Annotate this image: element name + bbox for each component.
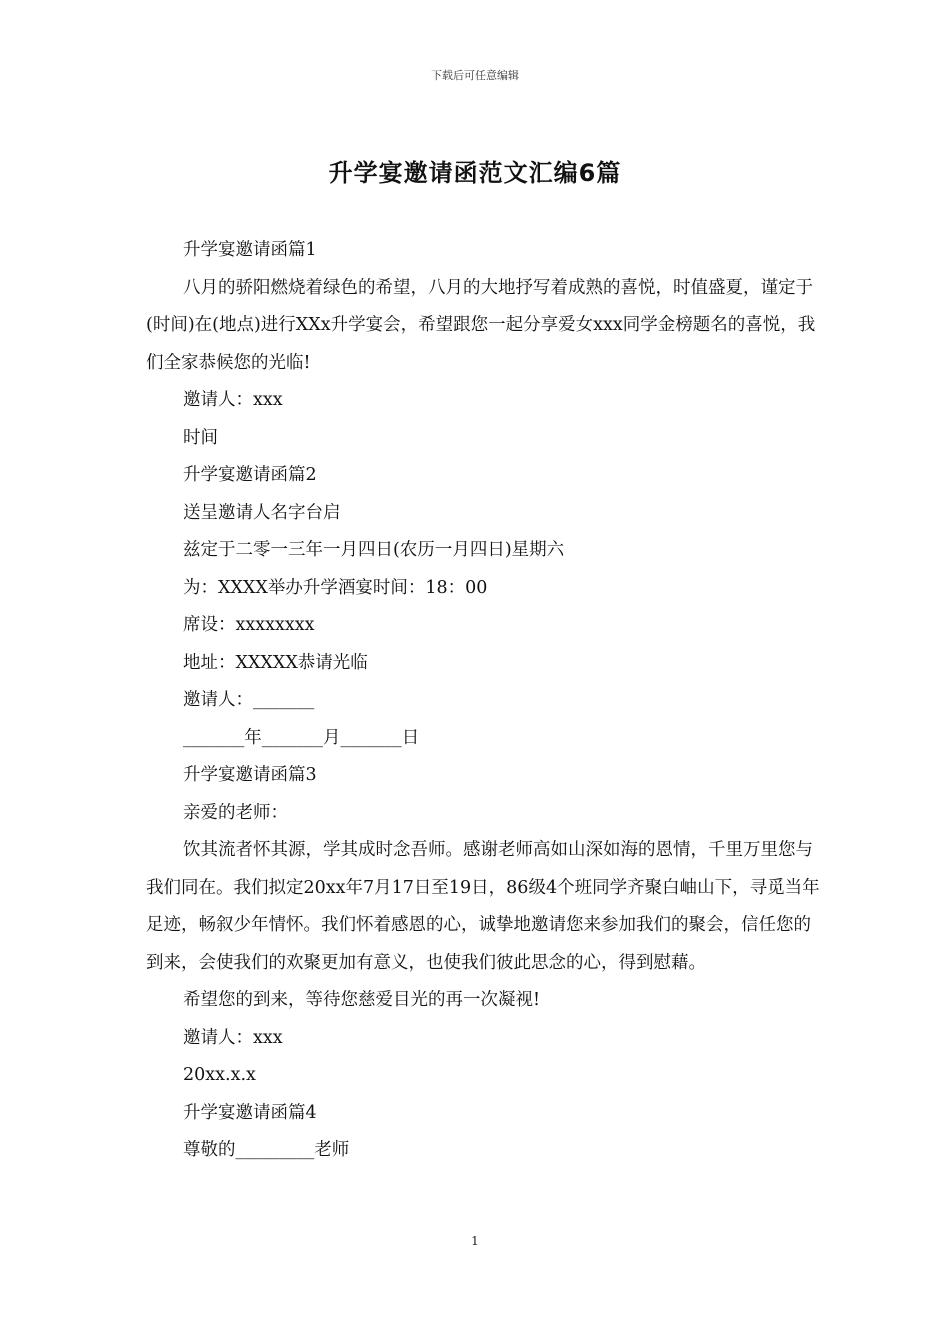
date-line-3: 20xx.x.x (183, 1065, 256, 1085)
salutation-3: 亲爱的老师： (183, 802, 288, 823)
paragraph-invitation-1: 八月的骄阳燃烧着绿色的希望，八月的大地抒写着成熟的喜悦，时值盛夏，谨定于(时间)在(地点)进行XXx升学宴会，希望跟您一起分享爱女xxx同学金榜题名的喜悦，我们全家恭候您的光临! (146, 277, 816, 373)
paragraph-invitation-3: 饮其流者怀其源，学其成时念吾师。感谢老师高如山深如海的恩情，千里万里您与我们同在。我们拟定20xx年7月17日至19日，86级4个班同学齐聚白岫山下，寻觅当年足迹，畅叙少年情怀。我们怀着感恩的心，诚挚地邀请您来参加我们的聚会，信任您的到来，会使我们的欢聚更加有意义，也使我们彼此思念的心，得到慰藉。 (146, 840, 820, 973)
blank-date-line-2: _______年_______月_______日 (183, 727, 420, 748)
closing-line-3: 希望您的到来，等待您慈爱目光的再一次凝视! (183, 990, 541, 1010)
salutation-4: 尊敬的_________老师 (183, 1140, 350, 1160)
inviter-line-3: 邀请人：xxx (183, 1027, 283, 1048)
page-number: 1 (471, 1234, 479, 1248)
document-title: 升学宴邀请函范文汇编6篇 (328, 159, 622, 187)
section-heading-3: 升学宴邀请函篇3 (183, 765, 317, 785)
inviter-line-2: 邀请人：_______ (183, 690, 315, 710)
event-line-2: 为：XXXX举办升学酒宴时间：18：00 (183, 577, 488, 598)
section-heading-1: 升学宴邀请函篇1 (183, 240, 317, 260)
addressee-line-2: 送呈邀请人名字台启 (183, 502, 341, 523)
page-header-note: 下载后可任意编辑 (431, 69, 519, 82)
document-body (146, 232, 824, 1170)
venue-line-2: 席设：xxxxxxxx (183, 615, 315, 635)
date-line-2: 兹定于二零一三年一月四日(农历一月四日)星期六 (183, 540, 565, 560)
section-heading-2: 升学宴邀请函篇2 (183, 465, 317, 485)
time-line-1: 时间 (183, 427, 218, 448)
section-heading-4: 升学宴邀请函篇4 (183, 1102, 317, 1123)
address-line-2: 地址：XXXXX恭请光临 (183, 652, 368, 673)
inviter-line-1: 邀请人：xxx (183, 390, 283, 410)
